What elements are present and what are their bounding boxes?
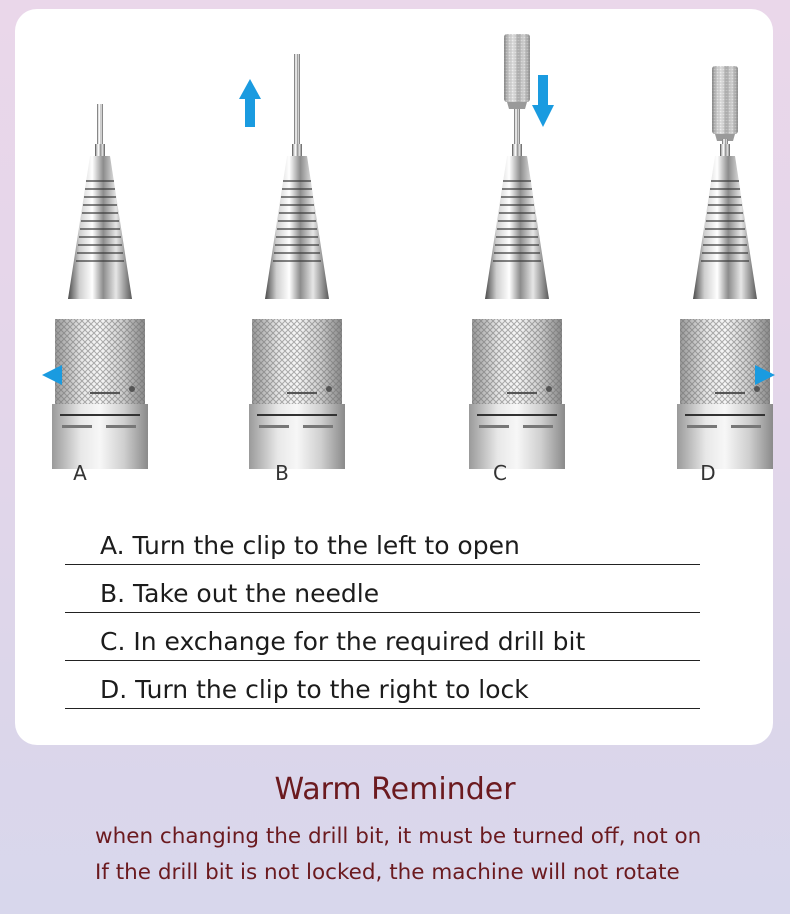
panel-label-d: D	[700, 461, 716, 485]
step-d: D. Turn the clip to the right to lock	[65, 661, 700, 709]
panel-label-b: B	[275, 461, 289, 485]
step-b: B. Take out the needle	[65, 565, 700, 613]
step-a: A. Turn the clip to the left to open	[65, 517, 700, 565]
handpiece-b	[237, 9, 357, 469]
steps-list	[65, 517, 700, 709]
arrow-up-icon	[239, 79, 261, 127]
instruction-card	[15, 9, 773, 745]
panel-label-a: A	[73, 461, 87, 485]
handpiece-c	[457, 9, 577, 469]
reminder-line-2: If the drill bit is not locked, the machine will not rotate	[95, 860, 680, 885]
step-c: C. In exchange for the required drill bit	[65, 613, 700, 661]
arrow-down-icon	[532, 75, 554, 127]
handpiece-a	[40, 9, 160, 469]
reminder-title: Warm Reminder	[274, 772, 516, 807]
reminder-line-1: when changing the drill bit, it must be turned off, not on	[95, 824, 702, 849]
panel-label-c: C	[493, 461, 507, 485]
arrow-left-icon	[42, 365, 62, 385]
handpiece-d	[665, 9, 785, 469]
